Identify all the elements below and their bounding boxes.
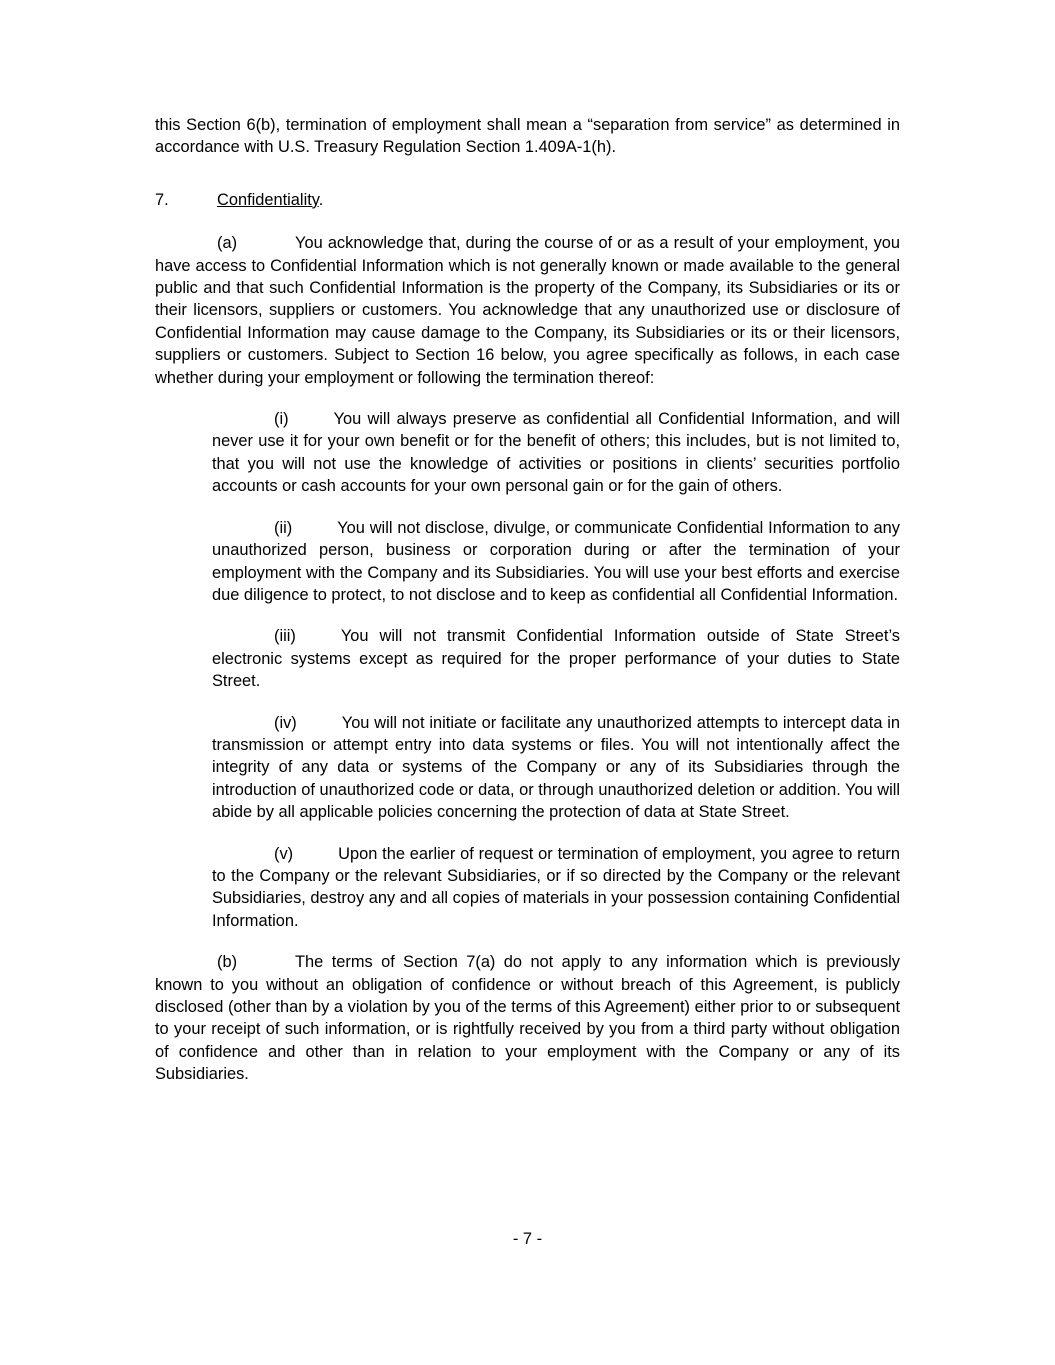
list-item-iv <box>212 712 900 824</box>
list-item-iv-label: (iv) <box>274 713 297 732</box>
section-title: Confidentiality <box>217 190 319 209</box>
section-number: 7. <box>155 190 169 209</box>
list-item-i-text: You will always preserve as confidential all Confidential Information, and will never use it for your own benefit or for the benefit of others; this includes, but is not limited to, that you will not use the knowledge of activities or positions in clients’ securities portfolio accounts or cash accounts for your own personal gain or for the gain of others. <box>212 410 900 496</box>
list-item-iv-text: You will not initiate or facilitate any unauthorized attempts to intercept data in transmission or attempt entry into data systems or files. You will not intentionally affect the integrity of any data or systems of the Company or any of its Subsidiaries through the introduction of unauthorized code or data, or through unauthorized deletion or addition. You will abide by all applicable policies concerning the protection of data at State Street. <box>212 713 900 822</box>
confidentiality-subitems <box>155 408 900 932</box>
list-item-iii-label: (iii) <box>274 627 296 646</box>
list-item-i-label: (i) <box>274 410 289 429</box>
list-item-iii-text: You will not transmit Confidential Information outside of State Street’s electronic systems except as required for the proper performance of your duties to State Street. <box>212 627 900 691</box>
paragraph-b-text: The terms of Section 7(a) do not apply to any information which is previously known to you without an obligation of confidence or without breach of this Agreement, is publicly disclosed (other than by a violation by you of the terms of this Agreement) either prior to or subsequent to your receipt of such information, or is rightfully received by you from a third party without obligation of confidence and other than in relation to your employment with the Company or any of its Subsidiaries. <box>155 953 900 1084</box>
list-item-v <box>212 843 900 933</box>
paragraph-b-label: (b) <box>217 953 238 972</box>
paragraph-a-text: You acknowledge that, during the course of or as a result of your employment, you have access to Confidential Information which is not generally known or made available to the general public and that such Confidential Information is the property of the Company, its Subsidiaries or its or their licensors, suppliers or customers. You acknowledge that any unauthorized use or disclosure of Confidential Information may cause damage to the Company, its Subsidiaries or its or their licensors, suppliers or customers. Subject to Section 16 below, you agree specifically as follows, in each case whether during your employment or following the termination thereof: <box>155 234 900 387</box>
page-number: - 7 - <box>512 1230 543 1248</box>
section-title-period: . <box>318 190 324 209</box>
list-item-iii <box>212 625 900 692</box>
section-heading <box>155 189 900 211</box>
list-item-ii <box>212 517 900 607</box>
list-item-v-text: Upon the earlier of request or termination of employment, you agree to return to the Company or the relevant Subsidiaries, or if so directed by the Company or the relevant Subsidiaries, destroy any and all copies of materials in your possession containing Confidential Information. <box>212 844 900 930</box>
intro-paragraph: this Section 6(b), termination of employment shall mean a “separation from service” as determined in accordance with U.S. Treasury Regulation Section 1.409A-1(h). <box>155 116 900 157</box>
list-item-i <box>212 408 900 498</box>
paragraph-b <box>155 951 900 1085</box>
list-item-v-label: (v) <box>274 844 294 863</box>
paragraph-a <box>155 232 900 389</box>
paragraph-a-label: (a) <box>217 234 238 253</box>
list-item-ii-label: (ii) <box>274 518 293 537</box>
list-item-ii-text: You will not disclose, divulge, or communicate Confidential Information to any unauthorized person, business or corporation during or after the termination of your employment with the Company and its Subsidiaries. You will use your best efforts and exercise due diligence to protect, to not disclose and to keep as confidential all Confidential Information. <box>212 518 900 604</box>
